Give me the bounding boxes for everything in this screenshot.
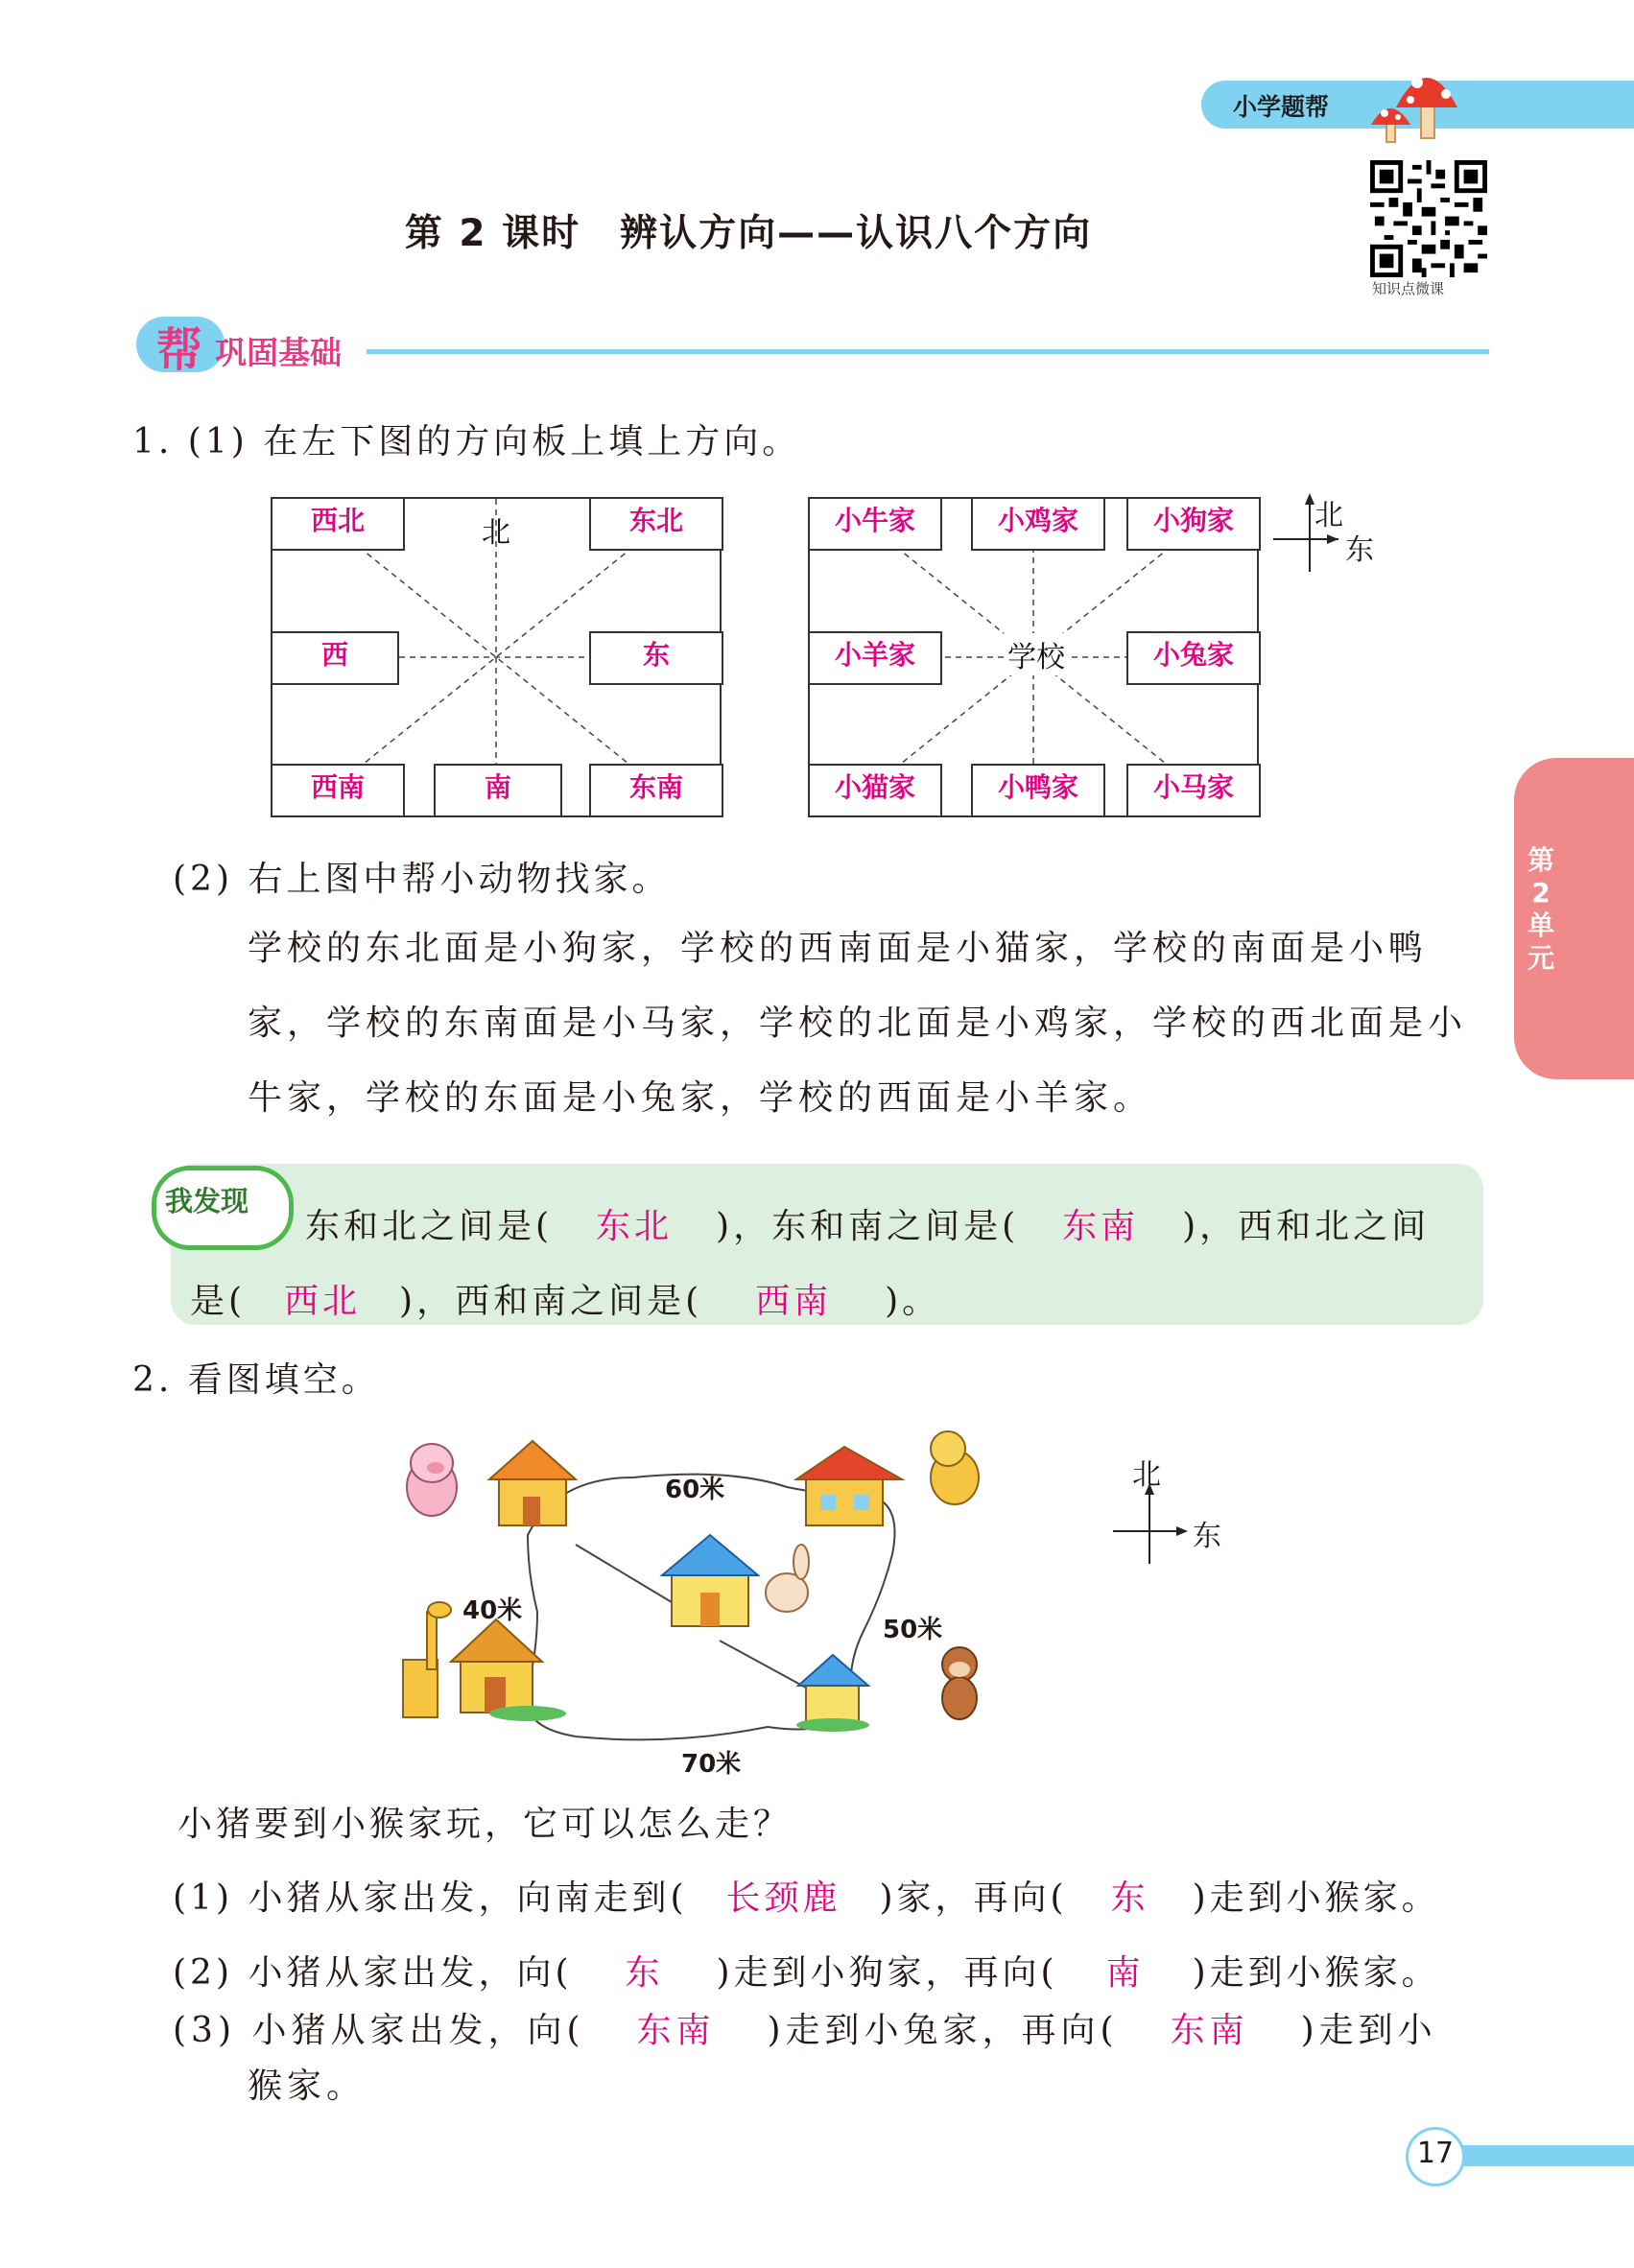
board-right-se: 小马家 xyxy=(1126,764,1261,817)
step-answer: 东 xyxy=(1110,1878,1149,1918)
discovery-text: )，东和南之间是( xyxy=(716,1207,1020,1246)
dog-icon xyxy=(931,1431,979,1504)
step-text: )走到小兔家，再向( xyxy=(767,2011,1119,2050)
q2-step-3 xyxy=(173,2003,1437,2052)
compass-north-label: 北 xyxy=(1314,499,1343,532)
q1-paragraph-line-2: 家，学校的东南面是小马家，学校的北面是小鸡家，学校的西北面是小 xyxy=(248,1004,1468,1043)
board-right-ne: 小狗家 xyxy=(1126,497,1261,551)
discovery-line-1 xyxy=(305,1199,1430,1248)
page-number-bar xyxy=(1439,2145,1634,2166)
q2-step-1 xyxy=(173,1871,1440,1920)
step-text: )走到小猴家。 xyxy=(1192,1953,1440,1993)
board-right-sw: 小猫家 xyxy=(808,764,942,817)
qr-caption: 知识点微课 xyxy=(1372,280,1445,297)
section-title: 巩固基础 xyxy=(215,334,342,371)
discovery-answer: 东南 xyxy=(1062,1207,1140,1246)
direction-board-right xyxy=(808,497,1259,817)
q2-step-2 xyxy=(173,1946,1440,1995)
mushroom-icon xyxy=(1358,54,1463,145)
q2-step-3-continued: 猴家。 xyxy=(248,2067,367,2106)
discovery-line-2 xyxy=(190,1274,940,1323)
step-text: )走到小狗家，再向( xyxy=(716,1953,1058,1993)
board-right-n: 小鸡家 xyxy=(971,497,1105,551)
map-distance-top: 60米 xyxy=(665,1476,725,1504)
step-text: (3) 小猪从家出发，向( xyxy=(173,2011,585,2050)
q2-title: 2. 看图填空。 xyxy=(132,1360,380,1400)
map-distance-bottom: 70米 xyxy=(681,1750,742,1779)
pig-icon xyxy=(407,1444,457,1516)
board-right-w: 小羊家 xyxy=(808,631,942,685)
board-left-southwest: 西南 xyxy=(271,764,405,817)
direction-board-left xyxy=(271,497,722,817)
q1-paragraph-line-3: 牛家，学校的东面是小兔家，学校的西面是小羊家。 xyxy=(248,1078,1153,1118)
giraffe-icon xyxy=(403,1602,451,1717)
lesson-title: 第 2 课时 辨认方向——认识八个方向 xyxy=(404,212,1093,255)
compass-north-label: 北 xyxy=(1132,1458,1161,1492)
board-right-center: 学校 xyxy=(1004,633,1069,675)
discovery-label: 我发现 xyxy=(165,1185,249,1217)
q1-paragraph-line-1: 学校的东北面是小狗家，学校的西南面是小猫家，学校的南面是小鸭 xyxy=(248,929,1429,968)
brand-label: 小学题帮 xyxy=(1233,93,1330,121)
step-answer: 南 xyxy=(1105,1953,1145,1993)
step-answer: 东南 xyxy=(1170,2011,1249,2050)
board-left-south: 南 xyxy=(434,764,562,817)
step-text: )走到小猴家。 xyxy=(1192,1878,1440,1918)
compass-east-label: 东 xyxy=(1193,1520,1221,1553)
monkey-icon xyxy=(942,1647,977,1719)
board-right-s: 小鸭家 xyxy=(971,764,1105,817)
q1-part1-text: 1. (1) 在左下图的方向板上填上方向。 xyxy=(132,422,801,461)
discovery-text: )。 xyxy=(885,1282,941,1321)
house-icon xyxy=(796,1655,869,1732)
board-right-e: 小兔家 xyxy=(1126,631,1261,685)
step-text: (2) 小猪从家出发，向( xyxy=(173,1953,573,1993)
discovery-text: 是( xyxy=(190,1282,247,1321)
board-left-northeast: 东北 xyxy=(589,497,723,551)
discovery-answer: 西南 xyxy=(755,1282,833,1321)
step-answer: 长颈鹿 xyxy=(725,1878,841,1918)
step-text: (1) 小猪从家出发，向南走到( xyxy=(173,1878,688,1918)
board-left-west: 西 xyxy=(271,631,399,685)
step-text: )家，再向( xyxy=(879,1878,1068,1918)
board-left-northwest: 西北 xyxy=(271,497,405,551)
map-distance-right: 50米 xyxy=(883,1616,943,1644)
house-icon xyxy=(451,1619,566,1721)
discovery-answer: 东北 xyxy=(596,1207,674,1246)
rabbit-icon xyxy=(766,1545,809,1612)
map-distance-left: 40米 xyxy=(462,1596,523,1625)
section-badge-char: 帮 xyxy=(156,323,203,377)
compass-east-label: 东 xyxy=(1345,533,1374,567)
house-icon xyxy=(796,1447,902,1525)
discovery-text: 东和北之间是( xyxy=(305,1207,554,1246)
section-divider xyxy=(367,349,1489,354)
board-right-nw: 小牛家 xyxy=(808,497,942,551)
board-left-north: 北 xyxy=(482,516,510,550)
board-left-southeast: 东南 xyxy=(589,764,723,817)
page-number: 17 xyxy=(1416,2137,1455,2170)
q1-part2-text: (2) 右上图中帮小动物找家。 xyxy=(173,860,671,899)
house-icon xyxy=(489,1441,576,1525)
unit-side-tab-label: 第2单元 xyxy=(1527,844,1554,974)
step-text: )走到小 xyxy=(1300,2011,1437,2050)
discovery-answer: 西北 xyxy=(284,1282,362,1321)
discovery-text: )，西和北之间 xyxy=(1182,1207,1431,1246)
q2-prompt: 小猪要到小猴家玩，它可以怎么走？ xyxy=(178,1805,793,1844)
discovery-text: )，西和南之间是( xyxy=(399,1282,703,1321)
step-answer: 东南 xyxy=(636,2011,716,2050)
house-icon xyxy=(662,1535,758,1626)
step-answer: 东 xyxy=(625,1953,664,1993)
board-left-east: 东 xyxy=(589,631,723,685)
